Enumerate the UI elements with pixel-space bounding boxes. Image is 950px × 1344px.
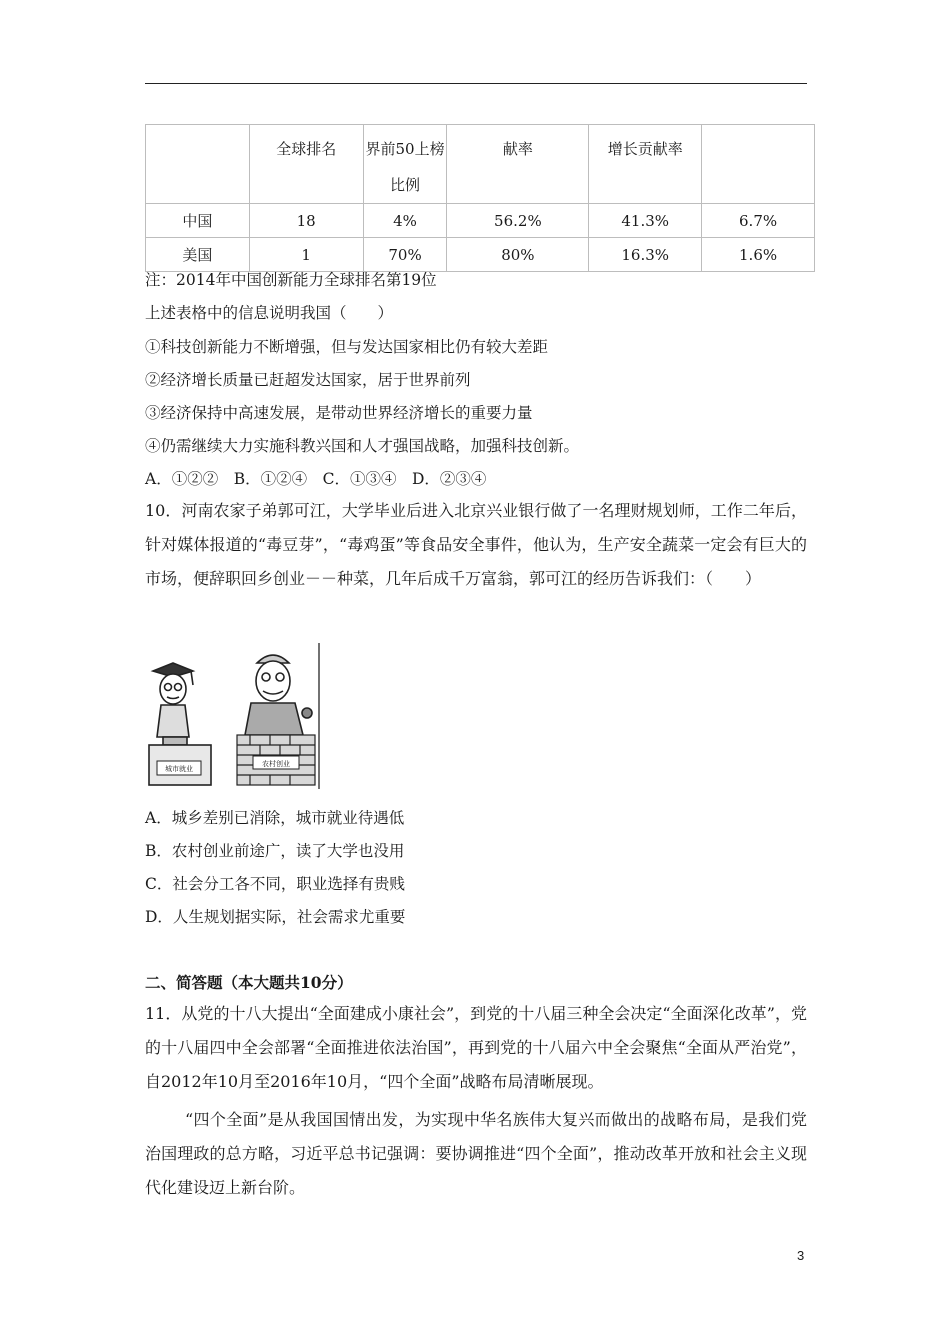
table-cell: 16.3%: [589, 238, 702, 272]
wall-sign: 农村创业: [262, 761, 290, 768]
brick-wall: [237, 735, 315, 785]
q9-statement-3: ③经济保持中高速发展，是带动世界经济增长的重要力量: [145, 404, 533, 422]
desk: [149, 745, 211, 785]
q11-paragraph-2: “四个全面”是从我国国情出发，为实现中华名族伟大复兴而做出的战略布局，是我们党治国理政的总方略，习近平总书记强调：要协调推进“四个全面”，推动改革开放和社会主义现代化建设迈上新台阶。: [145, 1110, 807, 1197]
q9-stem: 上述表格中的信息说明我国（ ）: [145, 304, 394, 322]
table-cell: 美国: [146, 238, 250, 272]
table-cell: 70%: [363, 238, 447, 272]
table-cell: 56.2%: [447, 204, 589, 238]
table-cell: 1: [249, 238, 363, 272]
table-header-cell: 界前50上榜 比例: [363, 125, 447, 204]
q9-statement-4: ④仍需继续大力实施科教兴国和人才强国战略，加强科技创新。: [145, 437, 580, 455]
table-header-row: [146, 125, 815, 204]
cartoon-illustration: [145, 643, 321, 789]
header-rule: [145, 83, 807, 84]
table-cell: 6.7%: [702, 204, 815, 238]
table-cell: 18: [249, 204, 363, 238]
table-cell: 中国: [146, 204, 250, 238]
table-cell: 80%: [447, 238, 589, 272]
table-row: [146, 238, 815, 272]
q9-options: A．①②② B．①②④ C．①③④ D．②③④: [145, 470, 487, 488]
page-number: 3: [797, 1248, 805, 1263]
table-row: [146, 204, 815, 238]
table-note: 注：2014年中国创新能力全球排名第19位: [145, 271, 437, 289]
table-cell: 1.6%: [702, 238, 815, 272]
section-title: 二、简答题（本大题共10分）: [145, 973, 353, 992]
q10-option-d: D．人生规划据实际，社会需求尤重要: [145, 908, 406, 926]
table-header-cell: 献率: [447, 125, 589, 204]
q10-stem: 10．河南农家子弟郭可江，大学毕业后进入北京兴业银行做了一名理财规划师，工作二年后，针对媒体报道的“毒豆芽”，“毒鸡蛋”等食品安全事件，他认为，生产安全蔬菜一定会有巨大的市场，便辞职回乡创业－－种菜，几年后成千万富翁，郭可江的经历告诉我们：（ ）: [145, 501, 807, 588]
table-header-cell: [702, 125, 815, 204]
table-header-cell: 全球排名: [249, 125, 363, 204]
q10-option-a: A．城乡差别已消除，城市就业待遇低: [145, 809, 405, 827]
q11-paragraph-1: 11．从党的十八大提出“全面建成小康社会”，到党的十八届三种全会决定“全面深化改革”，党的十八届四中全会部署“全面推进依法治国”，再到党的十八届六中全会聚焦“全面从严治党”，自2012年10月至2016年10月，“四个全面”战略布局清晰展现。: [145, 1004, 807, 1091]
q9-statement-1: ①科技创新能力不断增强，但与发达国家相比仍有较大差距: [145, 338, 549, 356]
table-cell: 41.3%: [589, 204, 702, 238]
q10-option-b: B．农村创业前途广，读了大学也没用: [145, 842, 405, 860]
data-table: [145, 124, 815, 272]
table-header-cell: 增长贡献率: [589, 125, 702, 204]
q9-statement-2: ②经济增长质量已赶超发达国家，居于世界前列: [145, 371, 471, 389]
q10-option-c: C．社会分工各不同，职业选择有贵贱: [145, 875, 405, 893]
desk-sign: 城市就业: [165, 766, 193, 773]
table-cell: 4%: [363, 204, 447, 238]
table-header-cell: [146, 125, 250, 204]
